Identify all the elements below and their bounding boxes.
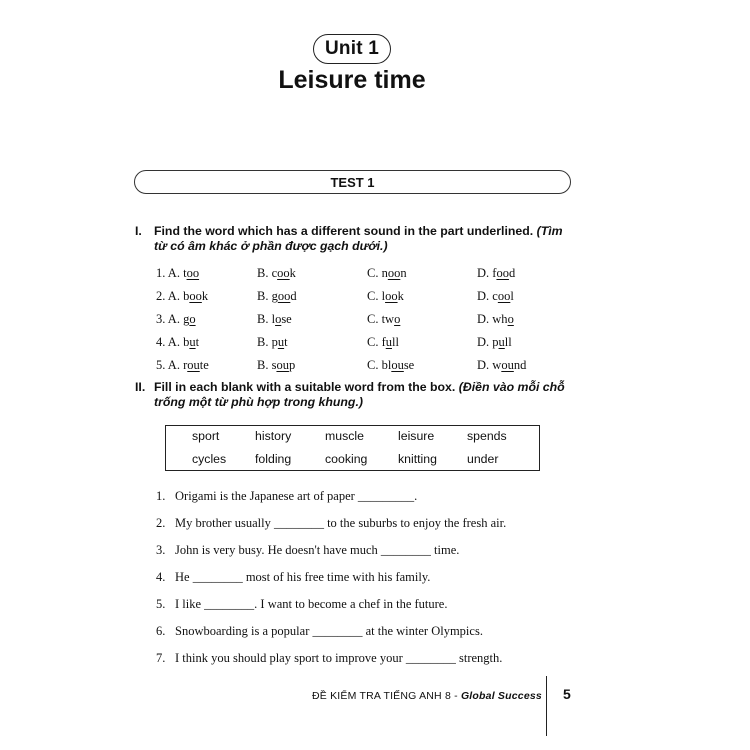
question-option: C. full <box>367 335 399 349</box>
question-option: 3. A. go <box>156 312 196 326</box>
section-2-instruction-en: Fill in each blank with a suitable word from the box. <box>154 380 456 394</box>
question-option: D. cool <box>477 289 514 303</box>
page-number: 5 <box>563 686 571 702</box>
unit-label: Unit 1 <box>313 34 391 64</box>
sentence-number: 5. <box>156 597 166 611</box>
sentence-text: My brother usually ________ to the suburbs to enjoy the fresh air. <box>175 516 507 530</box>
sentence-number: 3. <box>156 543 166 557</box>
question-option: B. put <box>257 335 288 349</box>
question-option: B. lose <box>257 312 292 326</box>
footer-title-text: ĐỀ KIỂM TRA TIẾNG ANH 8 - <box>312 690 461 702</box>
box-word: sport <box>192 429 220 443</box>
sentence-row <box>156 597 447 612</box>
sentence-row <box>156 543 459 558</box>
sentence-text: Origami is the Japanese art of paper _________. <box>175 489 418 503</box>
question-option: B. cook <box>257 266 296 280</box>
sentence-row <box>156 651 502 666</box>
sentence-text: John is very busy. He doesn't have much ________ time. <box>175 543 460 557</box>
sentence-text: I like ________. I want to become a chef in the future. <box>175 597 448 611</box>
question-option: C. look <box>367 289 404 303</box>
section-2-heading <box>135 380 575 410</box>
question-option: C. blouse <box>367 358 415 372</box>
sentence-number: 4. <box>156 570 166 584</box>
question-option: B. soup <box>257 358 296 372</box>
section-2-number: II. <box>135 380 146 394</box>
question-option: C. noon <box>367 266 407 280</box>
sentence-number: 1. <box>156 489 166 503</box>
unit-title: Leisure time <box>278 66 426 94</box>
section-1-number: I. <box>135 224 142 238</box>
sentence-text: I think you should play sport to improve your ________ strength. <box>175 651 503 665</box>
box-word: cycles <box>192 452 227 466</box>
sentence-row <box>156 570 430 585</box>
sentence-number: 6. <box>156 624 166 638</box>
question-option: B. good <box>257 289 297 303</box>
footer-book-title <box>312 690 542 702</box>
sentence-text: Snowboarding is a popular ________ at the winter Olympics. <box>175 624 483 638</box>
box-word: under <box>467 452 499 466</box>
question-option: 5. A. route <box>156 358 209 372</box>
box-word: cooking <box>325 452 368 466</box>
box-word: history <box>255 429 292 443</box>
question-option: D. pull <box>477 335 512 349</box>
sentence-number: 7. <box>156 651 166 665</box>
box-word: muscle <box>325 429 364 443</box>
sentence-row <box>156 624 483 639</box>
sentence-text: He ________ most of his free time with his family. <box>175 570 431 584</box>
section-2-instruction-vi: (Điền vào mỗi chỗ trống một từ phù hợp trong khung.) <box>154 380 565 409</box>
box-word: folding <box>255 452 292 466</box>
footer-divider <box>546 676 547 736</box>
question-option: D. wound <box>477 358 527 372</box>
section-1-instruction-en: Find the word which has a different sound in the part underlined. <box>154 224 534 238</box>
box-word: leisure <box>398 429 435 443</box>
section-1-instruction-vi: (Tìm từ có âm khác ở phần được gạch dưới.) <box>154 224 563 253</box>
question-option: D. food <box>477 266 516 280</box>
question-option: C. two <box>367 312 401 326</box>
sentence-number: 2. <box>156 516 166 530</box>
footer-series: Global Success <box>460 690 542 702</box>
word-box <box>165 425 540 471</box>
question-option: D. who <box>477 312 514 326</box>
question-option: 2. A. book <box>156 289 209 303</box>
section-1-heading <box>135 224 575 254</box>
question-option: 1. A. too <box>156 266 200 280</box>
sentence-row <box>156 489 417 504</box>
question-option: 4. A. but <box>156 335 200 349</box>
test-label: TEST 1 <box>134 170 571 194</box>
box-word: knitting <box>398 452 437 466</box>
box-word: spends <box>467 429 507 443</box>
sentence-row <box>156 516 506 531</box>
